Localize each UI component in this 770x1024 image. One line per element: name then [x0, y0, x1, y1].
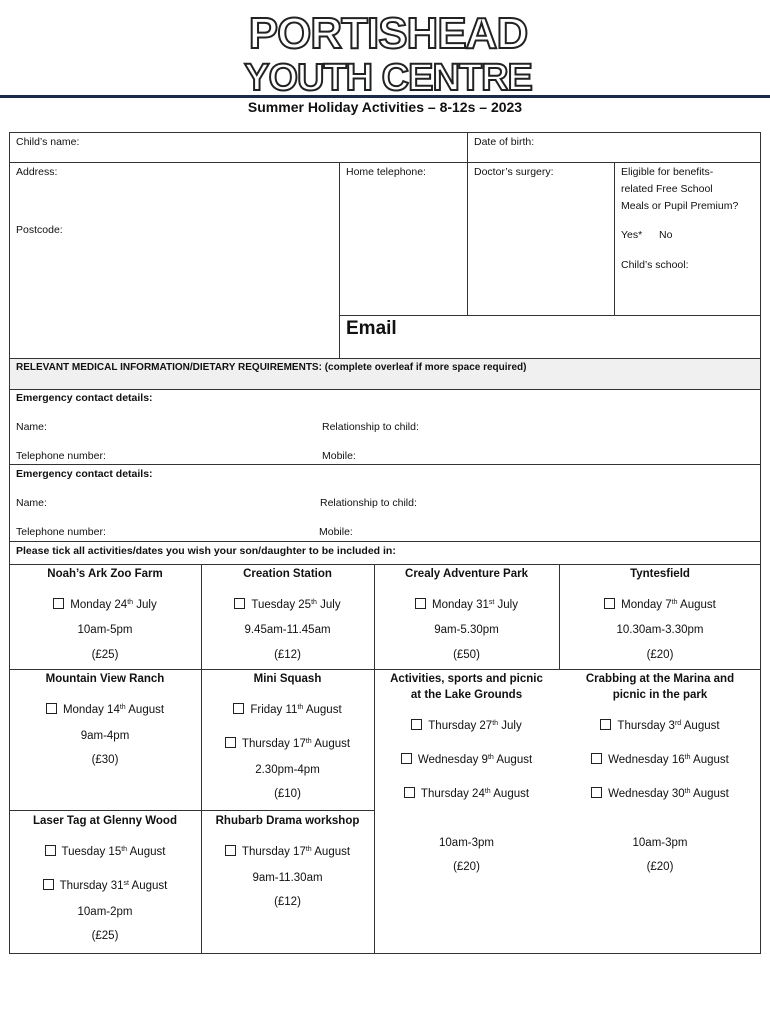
checkbox-icon[interactable] [53, 598, 64, 609]
activities-grid [9, 564, 761, 954]
activity-tyntesfield [559, 566, 761, 663]
emergency-telephone-2: Telephone number: [16, 526, 106, 538]
activity-price: (£20) [453, 861, 480, 873]
yes-option[interactable]: Yes* [621, 229, 643, 241]
activity-title: Mountain View Ranch [45, 673, 165, 685]
date-option[interactable]: Thursday 17th August [201, 844, 374, 860]
activity-price: (£25) [91, 649, 119, 661]
checkbox-icon[interactable] [415, 598, 426, 609]
date-option[interactable]: Wednesday 16th August [559, 752, 761, 768]
emergency-name-1: Name: [16, 421, 47, 433]
activity-time: 9am-11.30am [252, 872, 323, 884]
activity-laser-tag [9, 813, 201, 944]
activity-price: (£30) [91, 754, 119, 766]
activity-mountain-view [9, 671, 201, 768]
checkbox-icon[interactable] [43, 879, 54, 890]
activity-price: (£10) [274, 788, 301, 800]
checkbox-icon[interactable] [591, 787, 602, 798]
activity-time: 9am-4pm [80, 730, 130, 742]
date-option[interactable]: Thursday 31st August [9, 878, 201, 894]
date-option[interactable]: Monday 14th August [9, 702, 201, 718]
activity-time: 2.30pm-4pm [255, 764, 320, 776]
activity-time: 10am-5pm [77, 624, 133, 636]
activity-price: (£25) [91, 930, 119, 942]
checkbox-icon[interactable] [225, 845, 236, 856]
activity-price: (£20) [646, 861, 674, 873]
activity-price: (£20) [646, 649, 674, 661]
activity-time: 10.30am-3.30pm [616, 624, 704, 636]
activity-time: 9.45am-11.45am [244, 624, 331, 636]
emergency-relationship-2: Relationship to child: [320, 497, 417, 509]
eligible-label-1: Eligible for benefits- [621, 166, 714, 178]
postcode-label: Postcode: [16, 224, 63, 236]
emergency-name-2: Name: [16, 497, 47, 509]
emergency-heading-2: Emergency contact details: [16, 468, 153, 480]
checkbox-icon[interactable] [411, 719, 422, 730]
childs-school-label: Child’s school: [621, 259, 689, 271]
checkbox-icon[interactable] [225, 737, 236, 748]
portishead-youth-centre-logo [236, 6, 541, 94]
date-option[interactable]: Tuesday 25th July [201, 597, 374, 613]
checkbox-icon[interactable] [404, 787, 415, 798]
date-option[interactable]: Tuesday 15th August [9, 844, 201, 860]
header-rule [0, 95, 770, 98]
activity-price: (£12) [274, 896, 301, 908]
activity-price: (£12) [274, 649, 301, 661]
activity-title: Creation Station [243, 568, 332, 580]
date-of-birth-label: Date of birth: [474, 136, 535, 148]
emergency-mobile-1: Mobile: [322, 450, 356, 462]
child-name-row [9, 132, 761, 163]
date-option[interactable]: Thursday 24th August [374, 786, 559, 802]
childs-name-label: Child’s name: [16, 136, 80, 148]
activity-lake-grounds [374, 671, 559, 875]
checkbox-icon[interactable] [46, 703, 57, 714]
checkbox-icon[interactable] [401, 753, 412, 764]
activity-title: Noah’s Ark Zoo Farm [47, 568, 163, 580]
activity-time: 10am-3pm [439, 837, 494, 849]
activity-title-line1: Activities, sports and picnic [390, 673, 543, 685]
checkbox-icon[interactable] [233, 703, 244, 714]
date-option[interactable]: Friday 11th August [201, 702, 374, 718]
checkbox-icon[interactable] [234, 598, 245, 609]
no-option[interactable]: No [659, 229, 673, 241]
emergency-relationship-1: Relationship to child: [322, 421, 419, 433]
activity-time: 10am-2pm [77, 906, 133, 918]
activity-title-line2: at the Lake Grounds [410, 689, 523, 701]
page-title: Summer Holiday Activities – 8-12s – 2023 [247, 99, 523, 115]
medical-info-label: RELEVANT MEDICAL INFORMATION/DIETARY REQUIREMENTS: (complete overleaf if more space required) [16, 362, 527, 373]
email-label: Email [346, 318, 397, 339]
date-option[interactable]: Wednesday 9th August [374, 752, 559, 768]
activity-mini-squash [201, 671, 374, 802]
activity-title: Mini Squash [253, 673, 322, 685]
activity-noahs-ark [9, 566, 201, 663]
activity-title: Laser Tag at Glenny Wood [33, 815, 177, 827]
activity-title: Rhubarb Drama workshop [215, 815, 360, 827]
checkbox-icon[interactable] [600, 719, 611, 730]
activity-title-line2: picnic in the park [612, 689, 708, 701]
checkbox-icon[interactable] [604, 598, 615, 609]
activity-time: 10am-3pm [632, 837, 688, 849]
address-label: Address: [16, 166, 58, 178]
checkbox-icon[interactable] [45, 845, 56, 856]
date-option[interactable]: Thursday 17th August [201, 736, 374, 752]
logo-line1: PORTISHEAD [248, 9, 528, 58]
tick-instruction: Please tick all activities/dates you wish your son/daughter to be included in: [16, 545, 396, 557]
home-telephone-label: Home telephone: [346, 166, 426, 178]
eligible-label-3: Meals or Pupil Premium? [621, 200, 739, 212]
logo-line2: YOUTH CENTRE [244, 57, 532, 94]
activity-title: Crealy Adventure Park [405, 568, 528, 580]
date-option[interactable]: Thursday 27th July [374, 718, 559, 734]
date-option[interactable]: Wednesday 30th August [559, 786, 761, 802]
activity-price: (£50) [453, 649, 480, 661]
emergency-telephone-1: Telephone number: [16, 450, 106, 462]
activity-title: Tyntesfield [630, 568, 690, 580]
activity-creation-station [201, 566, 374, 663]
activity-title-line1: Crabbing at the Marina and [585, 673, 735, 685]
checkbox-icon[interactable] [591, 753, 602, 764]
activity-marina [559, 671, 761, 875]
activity-crealy [374, 566, 559, 663]
activity-time: 9am-5.30pm [434, 624, 499, 636]
date-option[interactable]: Thursday 3rd August [559, 718, 761, 734]
date-option[interactable]: Monday 7th August [559, 597, 761, 613]
date-option[interactable]: Monday 24th July [9, 597, 201, 613]
emergency-mobile-2: Mobile: [319, 526, 353, 538]
date-option[interactable]: Monday 31st July [374, 597, 559, 613]
eligible-label-2: related Free School [621, 183, 713, 195]
emergency-heading-1: Emergency contact details: [16, 392, 153, 404]
doctors-surgery-label: Doctor’s surgery: [474, 166, 554, 178]
activity-rhubarb-drama [201, 813, 374, 910]
